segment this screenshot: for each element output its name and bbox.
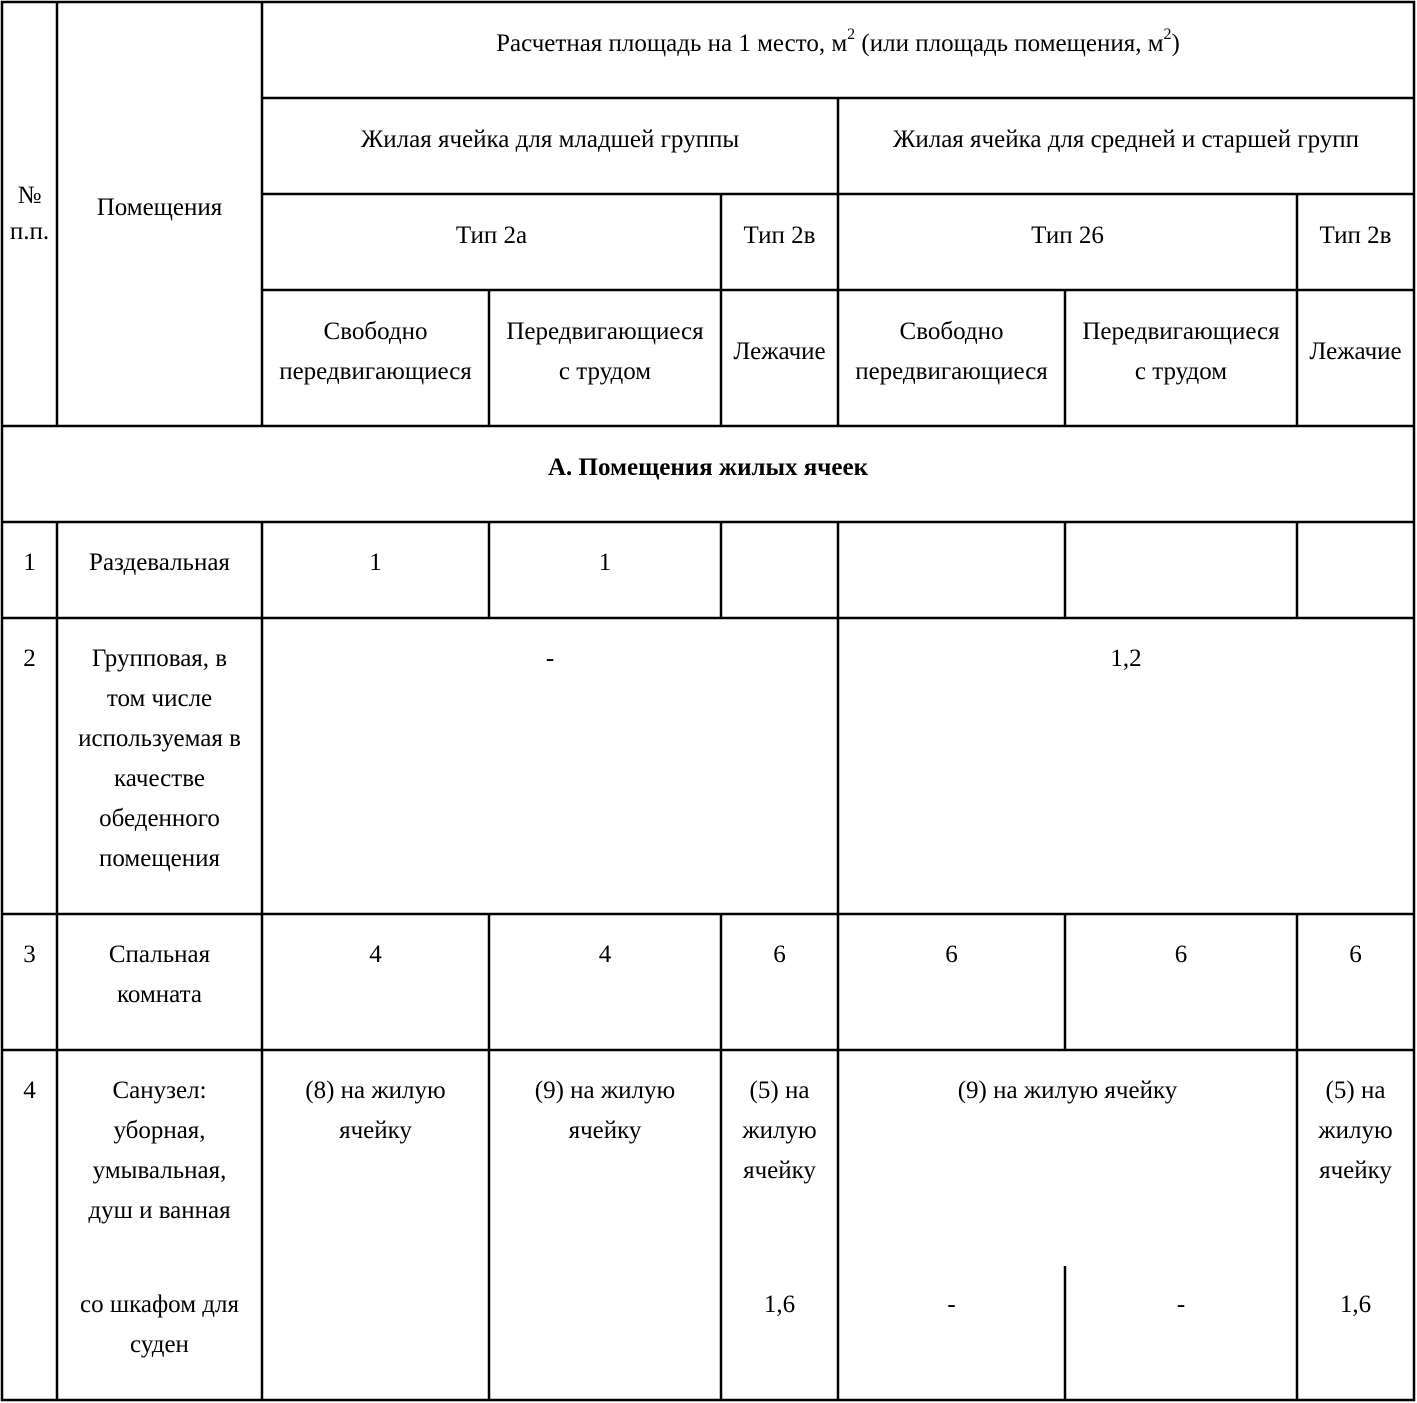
row-2-junior-value: -: [545, 645, 555, 672]
row-4-col-6-line-2: жилую: [1318, 1117, 1393, 1144]
header-type-2v-junior: [721, 194, 838, 278]
row-3-col-2: 4: [598, 941, 612, 968]
row-2-name-line-5: обеденного: [99, 805, 220, 832]
section-a-title: [2, 426, 1414, 510]
row-3-name: [57, 935, 262, 1015]
header-num-abbr: п.п.: [9, 218, 50, 245]
row-4-col-1: [262, 1071, 489, 1151]
header-type-26: [838, 194, 1297, 278]
row-3-col-6: 6: [1349, 941, 1362, 968]
row-1-col-1: 1: [369, 549, 382, 576]
row-4-col-1-line-2: ячейку: [339, 1117, 412, 1144]
header-col-1: [262, 290, 489, 414]
row-3-name-line-2: комната: [117, 981, 202, 1008]
row-4-col-3-line-3: ячейку: [743, 1157, 816, 1184]
row-4-name-line-3: умывальная,: [92, 1157, 227, 1184]
row-2-name-line-3: используемая в: [78, 725, 241, 752]
row-4-name-line-2: уборная,: [113, 1117, 206, 1144]
header-type-2v-junior-label: Тип 2в: [743, 222, 816, 249]
header-col-4-line-2: передвигающиеся: [855, 358, 1048, 385]
row-4b-col-6: 1,6: [1339, 1291, 1372, 1318]
header-area-text-end: ): [1171, 30, 1180, 57]
row-4-num: 4: [23, 1077, 36, 1104]
row-4b-col-5: -: [1176, 1291, 1186, 1318]
row-4-name: [57, 1071, 262, 1231]
row-2-num: 2: [23, 645, 36, 672]
row-4-col-6-line-3: ячейку: [1319, 1157, 1392, 1184]
row-2-senior-value: 1,2: [1110, 645, 1142, 672]
header-col-4-line-1: Свободно: [899, 318, 1004, 345]
header-group-junior: [262, 98, 838, 182]
header-col-5: [1065, 290, 1297, 414]
row-4-col-3-line-2: жилую: [742, 1117, 817, 1144]
row-4-col-2-line-1: (9) на жилую: [534, 1077, 676, 1104]
header-type-2a: [262, 194, 721, 278]
row-3-col-5: 6: [1174, 941, 1188, 968]
row-4b-name-line-1: со шкафом для: [80, 1291, 239, 1318]
section-a-label: А. Помещения жилых ячеек: [548, 454, 868, 481]
header-col-1-line-1: Свободно: [323, 318, 428, 345]
header-area-text-mid: (или площадь помещения, м: [855, 30, 1164, 57]
header-col-3-label: Лежачие: [733, 338, 826, 365]
header-col-6-label: Лежачие: [1309, 338, 1402, 365]
row-2-name: [57, 639, 262, 879]
row-2-name-line-4: качестве: [114, 765, 205, 792]
row-4b-name: [57, 1285, 262, 1365]
row-1-col-2: 1: [598, 549, 612, 576]
header-col-2-line-1: Передвигающиеся: [506, 318, 704, 345]
header-col-1-line-2: передвигающиеся: [279, 358, 472, 385]
header-group-senior: [838, 98, 1414, 182]
header-num-column: [2, 2, 57, 426]
header-type-26-label: Тип 26: [1031, 222, 1104, 249]
row-1-num: 1: [23, 549, 36, 576]
row-4-name-line-4: душ и ванная: [88, 1197, 231, 1224]
row-2-name-line-1: Групповая, в: [91, 645, 228, 672]
header-col-5-line-1: Передвигающиеся: [1082, 318, 1280, 345]
header-rooms-column: [57, 2, 262, 414]
header-group-junior-label: Жилая ячейка для младшей группы: [360, 126, 740, 153]
row-2-name-line-6: помещения: [99, 845, 220, 872]
header-type-2v-senior: [1297, 194, 1414, 278]
header-area-sup-1: 2: [847, 26, 856, 43]
row-4-col-2: [489, 1071, 721, 1151]
row-4-col-2-line-2: ячейку: [568, 1117, 642, 1144]
header-num-symbol: №: [17, 182, 42, 209]
header-area-title: [262, 2, 1414, 86]
header-col-2-line-2: с трудом: [558, 358, 652, 385]
row-3-name-line-1: Спальная: [108, 941, 211, 968]
header-col-2: [489, 290, 721, 414]
row-4b-name-line-2: суден: [130, 1331, 189, 1358]
row-2-name-line-2: том числе: [106, 685, 213, 712]
header-rooms-label: Помещения: [96, 194, 223, 221]
header-area-sup-2: 2: [1163, 26, 1172, 43]
header-area-text: Расчетная площадь на 1 место, м: [496, 30, 848, 57]
row-4-name-line-1: Санузел:: [112, 1077, 207, 1104]
row-4-col-3: [721, 1071, 838, 1191]
row-4-col-3-line-1: (5) на: [749, 1077, 810, 1104]
row-4b-col-4: -: [947, 1291, 956, 1318]
row-4b-col-3: 1,6: [763, 1291, 796, 1318]
row-3-col-1: 4: [369, 941, 382, 968]
row-4-col-4-5: (9) на жилую ячейку: [957, 1077, 1178, 1104]
row-3-col-3: 6: [773, 941, 786, 968]
header-col-3: [721, 290, 838, 414]
row-4-col-6: [1297, 1071, 1414, 1191]
header-type-2v-senior-label: Тип 2в: [1319, 222, 1392, 249]
row-1-name: Раздевальная: [89, 549, 230, 576]
row-4-col-1-line-1: (8) на жилую: [305, 1077, 446, 1104]
header-type-2a-label: Тип 2а: [455, 222, 528, 249]
header-col-6: [1297, 290, 1414, 414]
row-3-num: 3: [23, 941, 36, 968]
header-group-senior-label: Жилая ячейка для средней и старшей групп: [892, 126, 1360, 153]
header-col-4: [838, 290, 1065, 414]
header-col-5-line-2: с трудом: [1134, 358, 1228, 385]
row-4-col-6-line-1: (5) на: [1325, 1077, 1386, 1104]
row-3-col-4: 6: [945, 941, 958, 968]
